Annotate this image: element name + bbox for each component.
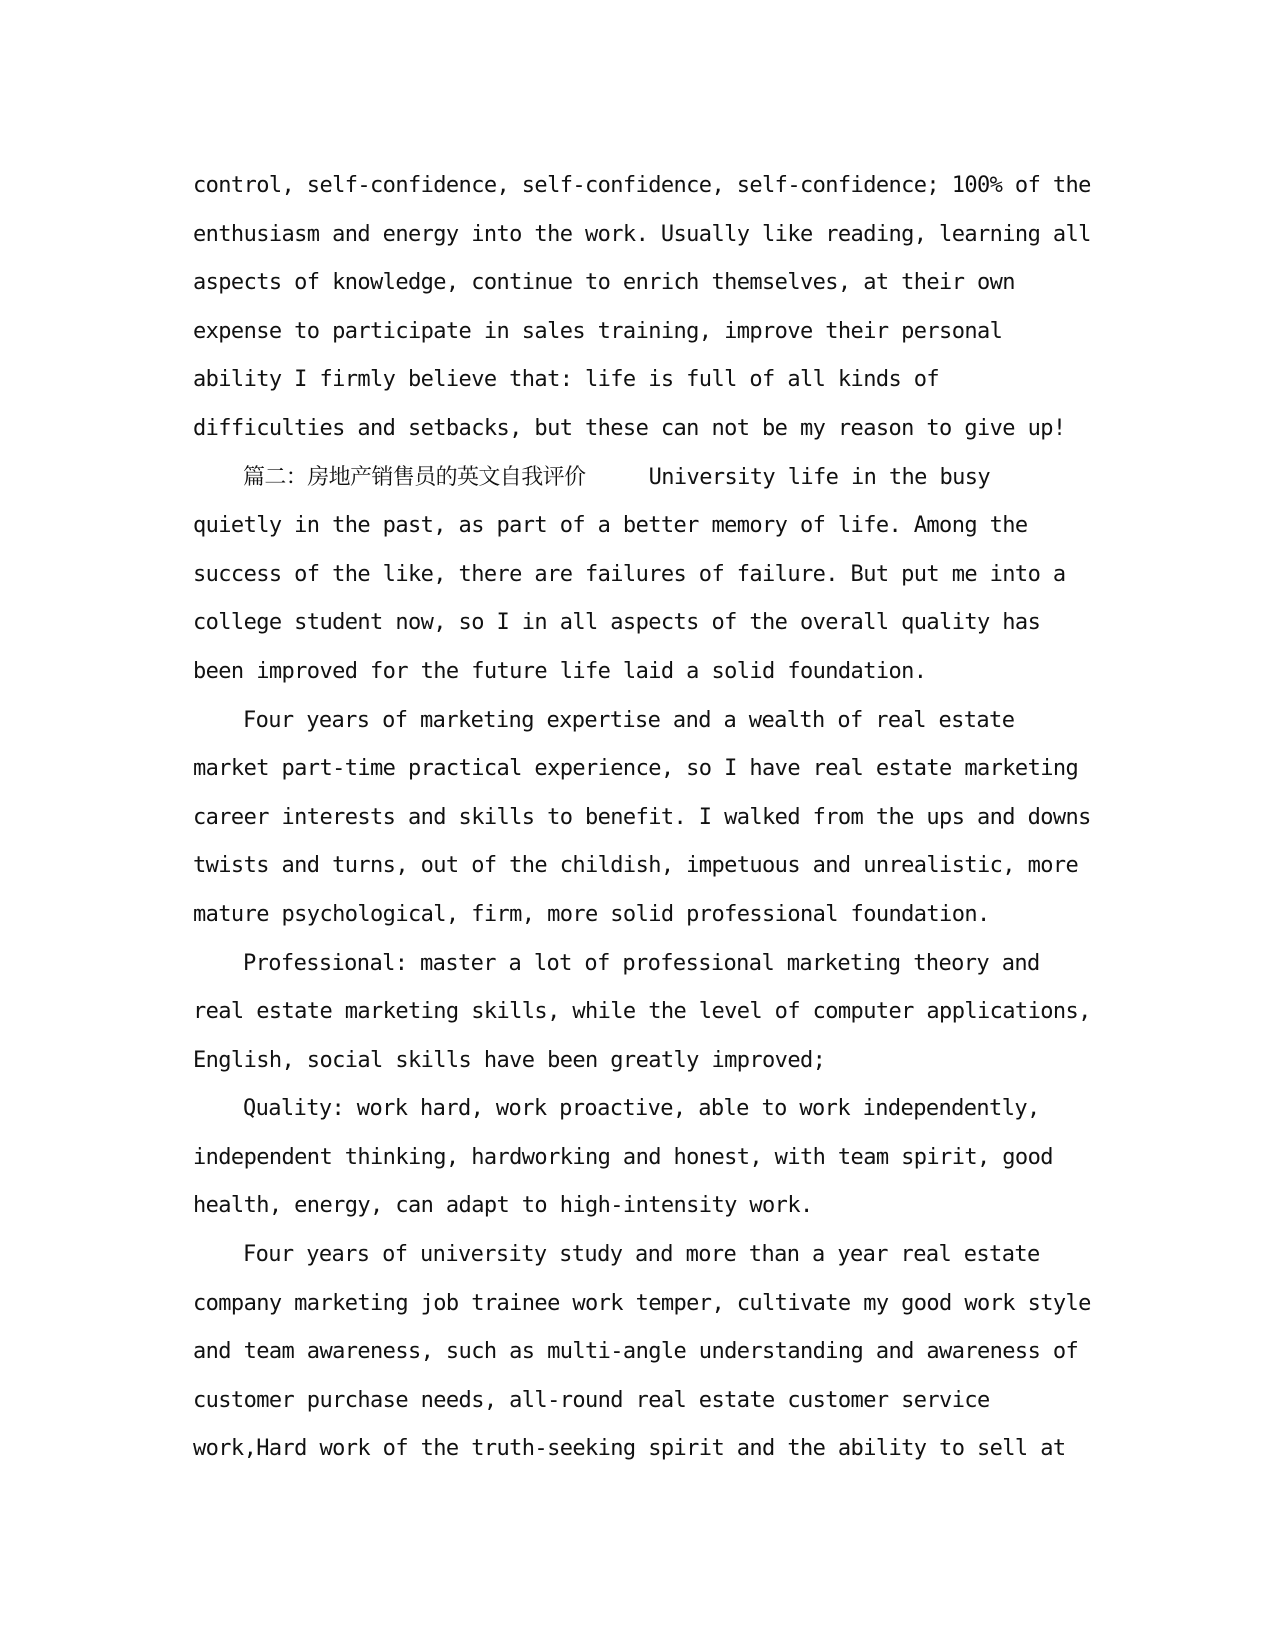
text-line: quietly in the past, as part of a better memory of life. Among the: [193, 513, 1028, 539]
paragraph-start-line: Professional: master a lot of professional marketing theory and: [243, 950, 1040, 976]
text-line: customer purchase needs, all-round real estate customer service: [193, 1387, 990, 1413]
text-line: real estate marketing skills, while the level of computer applications,: [193, 999, 1091, 1025]
text-line: work,Hard work of the truth-seeking spirit and the ability to sell at: [193, 1436, 1066, 1462]
text-line: independent thinking, hardworking and honest, with team spirit, good: [193, 1144, 1053, 1170]
text-line: college student now, so I in all aspects of the overall quality has: [193, 610, 1041, 636]
text-line: company marketing job trainee work temper, cultivate my good work style: [193, 1290, 1091, 1316]
paragraph-start-line: Four years of university study and more than a year real estate: [243, 1242, 1040, 1268]
text-line: aspects of knowledge, continue to enrich themselves, at their own: [193, 270, 1015, 296]
text-line: market part-time practical experience, so I have real estate marketing: [193, 756, 1079, 782]
section-heading-line: 篇二：房地产销售员的英文自我评价 University life in the busy: [243, 464, 991, 490]
text-line: mature psychological, firm, more solid professional foundation.: [193, 901, 990, 927]
text-line: expense to participate in sales training, improve their personal: [193, 318, 1003, 344]
text-line: success of the like, there are failures of failure. But put me into a: [193, 561, 1066, 587]
text-line: career interests and skills to benefit. I walked from the ups and downs: [193, 804, 1091, 830]
text-line: enthusiasm and energy into the work. Usually like reading, learning all: [193, 221, 1091, 247]
document-body: [193, 162, 1093, 1474]
text-line: ability I firmly believe that: life is full of all kinds of: [193, 367, 940, 393]
text-line: and team awareness, such as multi-angle understanding and awareness of: [193, 1339, 1079, 1365]
text-line: been improved for the future life laid a solid foundation.: [193, 658, 927, 684]
text-line: control, self-confidence, self-confidence, self-confidence; 100% of the: [193, 173, 1091, 198]
text-line: difficulties and setbacks, but these can not be my reason to give up!: [193, 415, 1066, 441]
paragraph-start-line: Four years of marketing expertise and a wealth of real estate: [243, 707, 1015, 733]
paragraph-start-line: Quality: work hard, work proactive, able to work independently,: [243, 1096, 1040, 1122]
text-line: twists and turns, out of the childish, impetuous and unrealistic, more: [193, 853, 1079, 879]
text-line: health, energy, can adapt to high-intensity work.: [193, 1193, 813, 1219]
text-line: English, social skills have been greatly improved;: [193, 1047, 826, 1073]
